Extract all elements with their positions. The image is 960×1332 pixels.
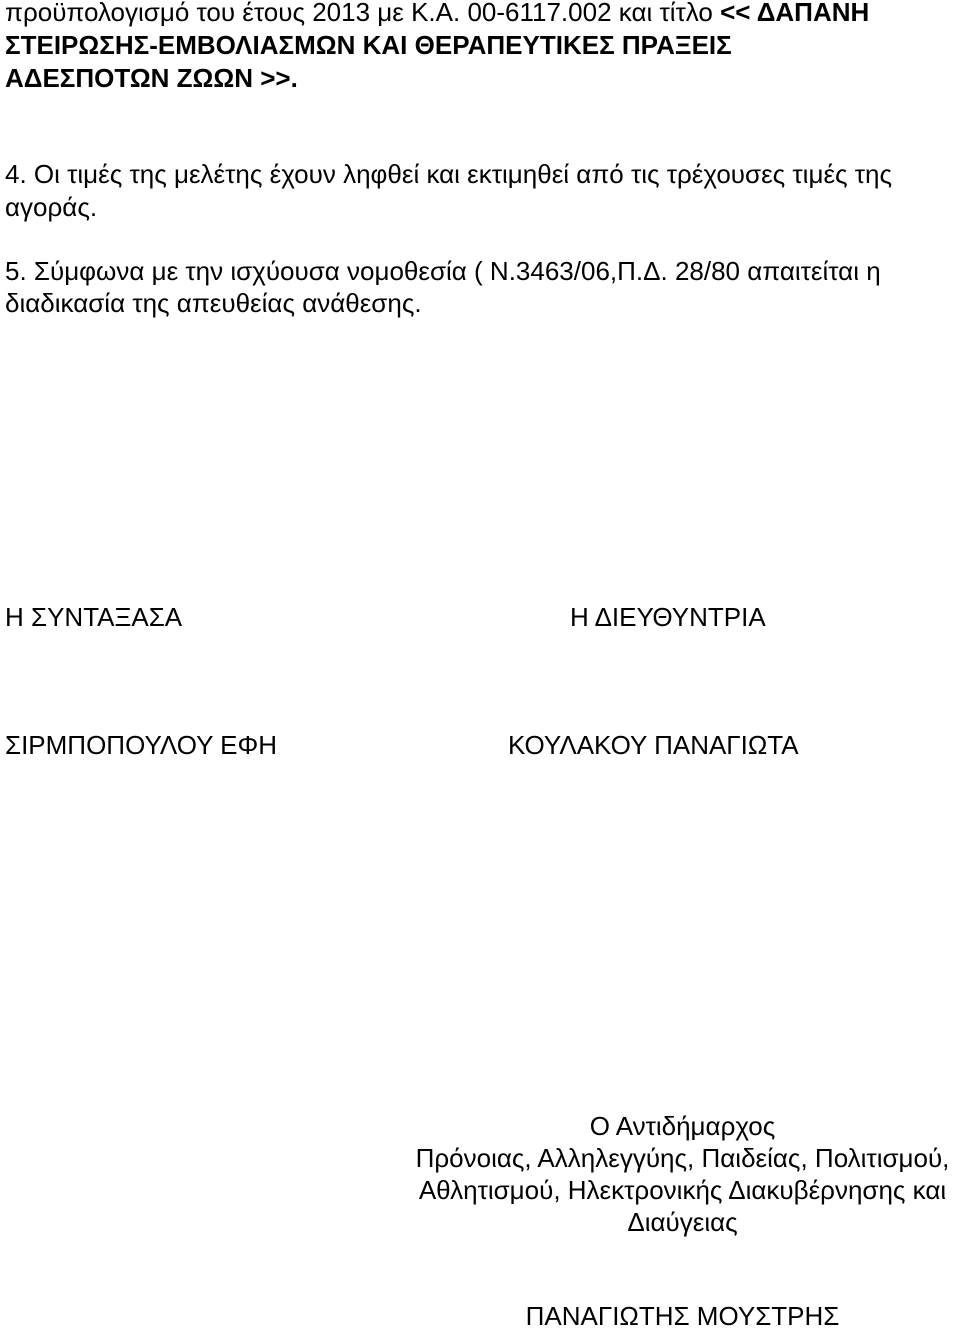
deputy-mayor-role-line-1: Πρόνοιας, Αλληλεγγύης, Παιδείας, Πολιτισμού,	[415, 1143, 950, 1173]
intro-line-1-text: προϋπολογισμό του έτους 2013 με Κ.Α. 00-6117.002 και τίτλο	[5, 0, 721, 27]
deputy-mayor-role-line-2: Αθλητισμού, Ηλεκτρονικής Διακυβέρνησης και	[418, 1175, 947, 1205]
item-4-line-2: αγοράς.	[5, 192, 98, 222]
deputy-mayor-name: ΠΑΝΑΓΙΩΤΗΣ ΜΟΥΣΤΡΗΣ	[525, 1301, 840, 1331]
item-5-line-2: διαδικασία της απευθείας ανάθεσης.	[5, 288, 422, 318]
deputy-mayor-role-line-3: Διαύγειας	[627, 1207, 738, 1237]
item-4-line-1: 4. Οι τιμές της μελέτης έχουν ληφθεί και εκτιμηθεί από τις τρέχουσες τιμές της	[5, 159, 893, 189]
item-5-line-1: 5. Σύμφωνα με την ισχύουσα νομοθεσία ( Ν.3463/06,Π.Δ. 28/80 απαιτείται η	[5, 256, 881, 286]
director-name: ΚΟΥΛΑΚΟΥ ΠΑΝΑΓΙΩΤΑ	[508, 730, 799, 760]
intro-line-1-bold: << ΔΑΠΑΝΗ	[720, 0, 870, 27]
author-title: Η ΣΥΝΤΑΞΑΣΑ	[5, 602, 183, 632]
author-name: ΣΙΡΜΠΟΠΟΥΛΟΥ ΕΦΗ	[5, 730, 278, 760]
deputy-mayor-block	[385, 1110, 960, 1238]
intro-line-3: ΑΔΕΣΠΟΤΩΝ ΖΩΩΝ >>.	[5, 63, 298, 93]
director-title: Η ΔΙΕΥΘΥΝΤΡΙΑ	[570, 602, 766, 632]
intro-line-1	[5, 0, 869, 28]
deputy-mayor-title: Ο Αντιδήμαρχος	[589, 1111, 776, 1141]
intro-line-2: ΣΤΕΙΡΩΣΗΣ-ΕΜΒΟΛΙΑΣΜΩΝ ΚΑΙ ΘΕΡΑΠΕΥΤΙΚΕΣ ΠΡΑΞΕΙΣ	[5, 30, 732, 60]
